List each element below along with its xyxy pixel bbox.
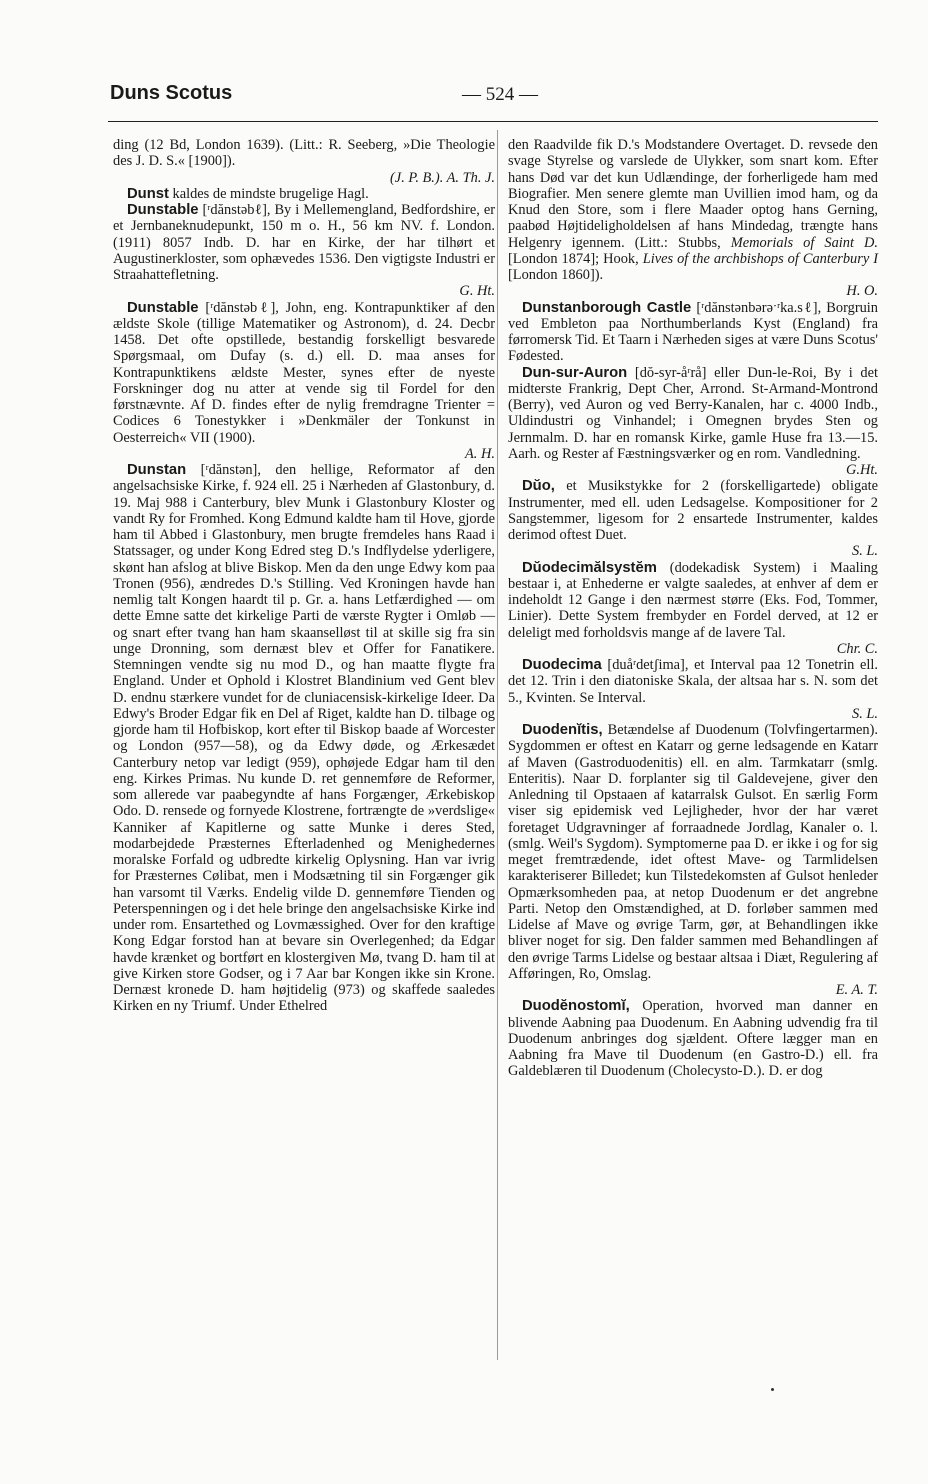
header-rule bbox=[108, 121, 878, 122]
entry-text: [London 1874]; Hook, bbox=[508, 250, 643, 267]
entry-text: [London 1860]). bbox=[508, 267, 604, 283]
entry-text: [ʳdănstən], den hellige, Reformator af den angelsachsiske Kirke, f. 924 ell. 25 i Nærheden af Glastonbury, d. 19. Maj 988 i Canterbury, blev Munk i Glastonbury Kloster og vandt Ry for Fromhed. Kong Edmund kaldte ham til Hove, gjorde ham til Abbed i Glastonbury, men brugte fremdeles hans Raad i Statssager, og under Kong Edred steg D.'s Indflydelse yderligere, skønt han afslog at blive Biskop. Men da den unge Edwy kom paa Tronen (956), ændredes D.'s Stilling. Ved Kroningen havde han nemlig talt Kongen haardt til p. Gr. a. hans Letfærdighed — om dette Emne satte det kirkelige Parti de værste Rygter i Omløb — og snart efter tvang han ham skaanselløst til at skille sig fra sin unge Dronning, som dernæst blev et Offer for Fanatikere. Stemningen vendte sig nu mod D., og han maatte flygte fra England. Under et Ophold i Klostret Blandinium ved Gent blev D. endnu stærkere vundet for de cluniacensisk-kirkelige Ideer. Da Edwy's Broder Edgar fik en Del af Riget, kaldte han D. tilbage og gjorde ham til Hofbiskop, kort efter til Biskop baade af Worcester og London (957—58), og da Edwy døde, og Ærkesædet Canterbury netop var ledigt (959), ophøjede Edgar ham til den eng. Kirkes Primas. Nu kunde D. ret gennemføre de Reformer, som allerede var paabegyndte af hans Forgænger, Ærkebiskop Odo. D. rensede og fornyede Klostrene, fortrængte de »verdslige« Kanniker af Kapitlerne og satte Munke i deres Sted, modarbejdede Præsternes Efterladenhed og Menighedernes moralske Forfald og udbredte kirkelig Oplysning. Han var ivrig for Præsternes Cølibat, men i Modsætning til sin Forgænger gik han varsomt til Værks. Endelig vilde D. gennemføre Tienden og Peterspenningen og i det hele bringe den angelsachsiske Kirke ind under rom. Ensartethed og Lovmæssighed. Over for den kraftige Kong Edgar forstod han at bevare sin Overlegenhed; da Edgar havde krænket og bortført en klostergiven Mø, tvang D. ham til at give Kirken store Godser, og i 7 Aar bar Kongen ikke sin Krone. Dernæst kronede D. ham højtidelig (973) og skaffede saaledes Kirken en ny Triumf. Under Ethelred bbox=[113, 462, 495, 1015]
author-signature: E. A. T. bbox=[835, 982, 878, 998]
headword: Dunst bbox=[127, 185, 169, 202]
column-divider bbox=[497, 130, 498, 1360]
left-column bbox=[113, 137, 495, 1015]
author-signature: G. Ht. bbox=[459, 283, 495, 300]
entry-text: [ʳdănstəbℓ], By i Mellemengland, Bedfordshire, er et Jernbaneknudepunkt, 150 m o. H., 56 km NV. f. London. (1911) 8057 Indb. D. har en Kirke, der har tilhørt et Augustinerkloster, som ophævedes 1536. Den vigtigste Industri er Straahattefletning. bbox=[113, 202, 495, 283]
running-head-title: Duns Scotus bbox=[110, 82, 233, 104]
headword: Duodenĭtis, bbox=[522, 722, 603, 738]
headword: Dunstable bbox=[127, 299, 199, 316]
entry-text: et Musikstykke for 2 (forskelligartede) obligate Instrumenter, med ell. uden Ledsagelse. Kompositioner for 2 Sangstemmer, ligesom for 2 ensartede Instrumenter, kaldes derimod oftest Duet. bbox=[508, 478, 878, 543]
headword: Dunstanborough Castle bbox=[522, 299, 692, 316]
right-column bbox=[508, 137, 878, 1080]
author-signature: A. H. bbox=[465, 445, 495, 462]
entry-duodenitis bbox=[508, 722, 878, 998]
headword: Dun-sur-Auron bbox=[522, 364, 628, 381]
book-title: Memorials of Saint D. bbox=[730, 234, 878, 251]
ink-speck bbox=[771, 1388, 774, 1391]
headword: Dunstable bbox=[127, 202, 199, 218]
author-signature: Chr. C. bbox=[836, 640, 878, 657]
headword: Duodĕnostomĭ, bbox=[522, 998, 630, 1015]
entry-text: [dŏ-syr-åʳrå] eller Dun-le-Roi, By i det midterste Frankrig, Dept Cher, Arrond. St-Armand-Montrond (Berry), ved Auron og ved Berry-Kanalen, har c. 4000 Indb., Uldindustri og Vinhandel; i Omegnen brydes Sten og Jernmalm. D. har en romansk Kirke, gamle Huse fra 13.—15. Aarh. og Rester af Fæstningsværker og en rom. Vandledning. bbox=[508, 364, 878, 462]
entry-text: (dodekadisk System) i Maaling bestaar i, at Enhederne er valgte saaledes, at enhver af dem er indeholdt 12 Gange i den nærmest større (Eks. Fod, Tommer, Linier). Dette System frembyder en Fordel derved, at 12 er deleligt med forholdsvis mange af de lavere Tal. bbox=[508, 559, 878, 641]
entry-text: den Raadvilde fik D.'s Modstandere Overtaget. D. revsede den svage Styrelse og varslede de Ulykker, som snart kom. Efter hans Død var det kun Udlændinge, der forherligede ham med Biografier. Men senere glemte man Uvillien imod ham, og da Knud den Store, som i flere Maader optog hans Gerning, paabød Højtideligholdelsen af hans Mindedag, trængte hans Helgenry igennem. (Litt.: Stubbs, bbox=[508, 137, 878, 251]
headword: Dŭo, bbox=[522, 478, 555, 495]
headword: Dunstan bbox=[127, 462, 187, 478]
entry-duo bbox=[508, 478, 878, 559]
entry-text: ding (12 Bd, London 1639). (Litt.: R. Seeberg, »Die Theologie des J. D. S.« [1900]). bbox=[113, 137, 495, 170]
entry-duodecima bbox=[508, 657, 878, 722]
entry-dunstable-john bbox=[113, 300, 495, 463]
entry-dunstable-town bbox=[113, 202, 495, 300]
entry-dunst bbox=[113, 186, 495, 202]
entry-text: [ʳdănstəbℓ], John, eng. Kontrapunktiker af den ældste Skole (tillige Matematiker og Astronom), d. 24. Decbr 1458. Det ofte opstillede, bestandig forskelligt besvarede Spørgsmaal, om Dufay (s. d.) ell. D. maa anses for Kontrapunktikens ældste Mester, synes efter de nyeste Forskninger dog nu atter at vende sig til Fordel for den førstnævnte. Af D. findes efter de nylig fremdragne Trienter = Codices 6 Tonestykker i »Denkmäler der Tonkunst in Oesterreich« VII (1900). bbox=[113, 299, 495, 446]
entry-dunstanborough-castle bbox=[508, 300, 878, 365]
entry-text: kaldes de mindste brugelige Hagl. bbox=[168, 185, 369, 202]
author-signature: (J. P. B.). A. Th. J. bbox=[390, 169, 495, 186]
entry-text: Betændelse af Duodenum (Tolvfingertarmen). Sygdommen er oftest en Katarr og gerne ledsagende en Katarr af Maven (Gastroduodenitis) ell. en alm. Tarmkatarr (smlg. Enteritis). Naar D. forplanter sig til Galdevejene, giver den Anledning til Opstaaen af katarralsk Gulsot. En særlig Form viser sig epidemisk ved Lejligheder, hvor der har været foretaget Udgravninger af forraadnede Jordlag, Kanaler o. l. (smlg. Weil's Sygdom). Symptomerne paa D. er ikke i og for sig meget fremtrædende, idet oftest Mave- og Tarmlidelsen karakteriserer Billedet; kun Tilstedekomsten af Gulsot henleder Opmærksomheden paa, at netop Duodenum er det angrebne Parti. Netop den Omstændighed, at D. forløber sammen med Lidelse af Mave og øvrige Tarm, gør, at Behandlingen ikke bliver noget for sig. Den falder sammen med Behandlingen af den øvrige Tarms Lidelse og bestaar altsaa i Diæt, Regulering af Afføringen, Ro, Omslag. bbox=[508, 722, 878, 982]
headword: Duodecima bbox=[522, 657, 602, 673]
entry-dunstan-continued bbox=[508, 137, 878, 300]
author-signature: S. L. bbox=[852, 705, 878, 722]
entry-dunstan bbox=[113, 462, 495, 1015]
page-header bbox=[110, 82, 840, 118]
book-title: Lives of the archbishops of Canterbury I bbox=[642, 250, 878, 267]
entry-dun-sur-auron bbox=[508, 365, 878, 479]
entry-text: Operation, hvorved man danner en blivende Aabning paa Duodenum. En Aabning udvendig fra til Duodenum anbringes dog sjældent. Oftere lægger man en Aabning fra Mave til Duodenum (en Gastro-D.) ell. fra Galdeblæren til Duodenum (Cholecysto-D.). D. er dog bbox=[508, 998, 878, 1080]
author-signature: S. L. bbox=[852, 543, 878, 560]
headword: Dŭodecimălsystĕm bbox=[522, 559, 657, 576]
page-number: — 524 — bbox=[462, 84, 538, 105]
entry-continuation bbox=[113, 137, 495, 186]
entry-text: [ʳdănstənbərəˑʳka.sℓ], Borgruin ved Embleton paa Northumberlands Kyst (England) fra førromersk Tid. Et Taarn i Nærheden siges at være Duns Scotus' Fødested. bbox=[508, 299, 878, 365]
author-signature: H. O. bbox=[846, 283, 878, 300]
entry-duodenostomi bbox=[508, 998, 878, 1079]
author-signature: G.Ht. bbox=[846, 462, 878, 478]
entry-text: [duåʳdetʃima], et Interval paa 12 Tonetrin ell. det 12. Trin i den diatoniske Skala, der altsaa har s. N. som det 5., Kvinten. Se Interval. bbox=[508, 657, 878, 706]
entry-duodecimalsystem bbox=[508, 560, 878, 658]
